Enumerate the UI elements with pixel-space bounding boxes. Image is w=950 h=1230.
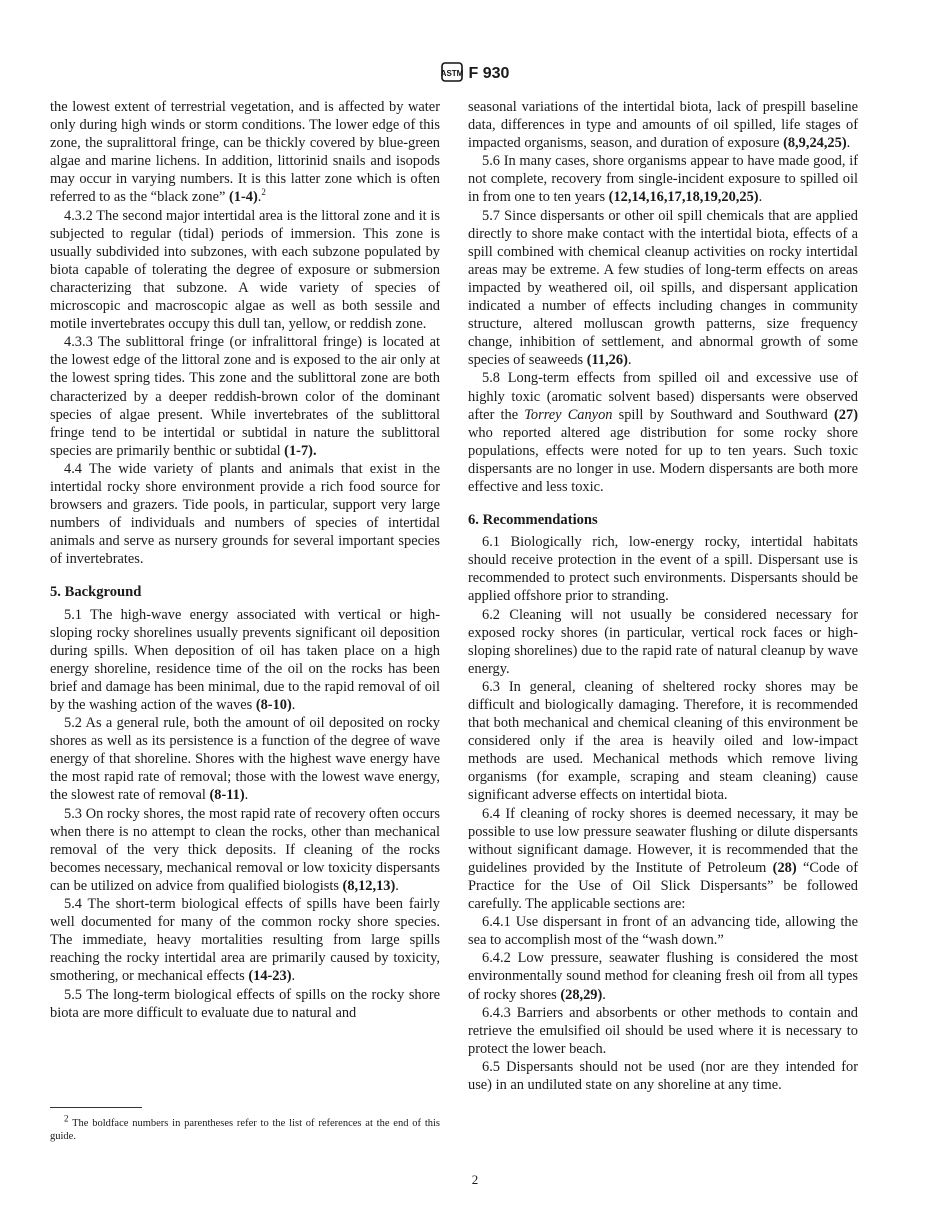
- reference-citation: (11,26): [586, 352, 628, 369]
- text-run: 6.5 Dispersants should not be used (nor are they intended for use) in an undiluted state on any shoreline at any time.: [468, 1058, 858, 1093]
- reference-citation: (8,9,24,25): [783, 135, 847, 152]
- reference-citation: (8-11): [209, 787, 245, 804]
- reference-citation: (27): [834, 406, 858, 423]
- text-run: 6.4.2 Low pressure, seawater flushing is considered the most environmentally sound method for cleaning fresh oil from all types of rocky shores: [468, 950, 858, 1003]
- reference-citation: (1-7).: [284, 442, 317, 459]
- paragraph: [50, 986, 440, 1022]
- page-header: [0, 62, 950, 83]
- paragraph: [468, 98, 858, 152]
- paragraph: [468, 805, 858, 914]
- paragraph: [50, 98, 440, 207]
- italic-text: Torrey Canyon: [524, 406, 613, 423]
- text-run: .: [244, 787, 249, 804]
- text-run: .: [602, 986, 606, 1003]
- paragraph: [468, 1058, 858, 1094]
- reference-citation: (14-23): [248, 968, 292, 985]
- text-run: spill by Southward and Southward: [612, 406, 835, 423]
- text-run: 5.7 Since dispersants or other oil spill chemicals that are applied directly to shore make contact with the intertidal biota, effects of a spill combined with chemical cleanup activities on rocky intertidal areas may be extreme. A few studies of long-term effects on areas impacted by weathered oil, oil spills, and dispersant application indicated a number of effects including changes in community structure, altered molluscan growth patterns, size frequency change, inhibition of settlement, and abnormal growth of some species of seaweeds: [468, 207, 858, 369]
- text-run: 5.8 Long-term effects from spilled oil and excessive use of highly toxic (aromatic solvent based) dispersants were observed after the: [468, 370, 858, 423]
- paragraph: [50, 460, 440, 569]
- text-run: 5.4 The short-term biological effects of spills have been fairly well documented for many of the common rocky shore species. The immediate, heavy mortalities resulting from large spills reaching the rocky intertidal area are primarily caused by toxicity, smothering, or mechanical effects: [50, 896, 440, 985]
- reference-citation: (8-10): [255, 697, 292, 713]
- text-run: 5.5 The long-term biological effects of spills on the rocky shore biota are more difficult to evaluate due to natural and: [50, 986, 440, 1021]
- reference-citation: (28,29): [560, 986, 603, 1003]
- text-run: .: [846, 135, 851, 152]
- paragraph: [468, 606, 858, 678]
- reference-citation: (1-4): [228, 189, 258, 206]
- text-run: 5.3 On rocky shores, the most rapid rate of recovery often occurs when there is no attempt to clean the rocks, other than mechanical removal of the very thick deposits. If cleaning of the rocks becomes necessary, mechanical removal or low toxicity dispersants can be utilized on advice from qualified biologists: [50, 805, 440, 894]
- paragraph: [468, 207, 858, 370]
- text-run: .: [291, 697, 296, 713]
- footnote-reference: 2: [261, 187, 266, 198]
- paragraph: [50, 333, 440, 460]
- paragraph: [468, 913, 858, 949]
- text-run: 6.2 Cleaning will not usually be considered necessary for exposed rocky shores (in particular, vertical rock faces or high-sloping shorelines) due to the rapid rate of natural cleanup by wave energy.: [468, 606, 858, 677]
- text-run: “Code of Practice for the Use of Oil Slick Dispersants” be followed carefully. The applicable sections are:: [468, 859, 859, 913]
- footnote-text: The boldface numbers in parentheses refer to the list of references at the end of this guide.: [50, 1118, 440, 1142]
- text-run: 5.1 The high-wave energy associated with vertical or high-sloping rocky shorelines usually prevents significant oil deposition during spills. When deposition of oil has taken place on a high energy shoreline, residence time of the oil on the rocks has been brief and damage has been minimal, due to the rapid removal of oil by the washing action of the waves: [50, 606, 440, 713]
- text-run: 4.3.2 The second major intertidal area is the littoral zone and it is subjected to regular (tidal) periods of immersion. This zone is usually subdivided into subzones, with each subzone populated by biota capable of tolerating the degree of exposure or submersion characterizing that subzone. A wide variety of species of microscopic and macroscopic algae as well as both sessile and motile invertebrates occupy this dull tan, yellow, or reddish zone.: [50, 207, 440, 333]
- paragraph: [468, 1004, 858, 1058]
- footnote-mark: 2: [64, 1113, 69, 1124]
- page-number: 2: [471, 1172, 479, 1187]
- text-run: 6.4.3 Barriers and absorbents or other methods to contain and retrieve the emulsified oil should be used where it is necessary to protect the lower beach.: [468, 1004, 858, 1057]
- paragraph: [50, 207, 440, 334]
- footnote-divider: [50, 1107, 142, 1108]
- section-heading: 5. Background: [50, 584, 142, 601]
- standard-designation: F 930: [468, 65, 510, 82]
- reference-citation: (8,12,13): [342, 877, 396, 894]
- paragraph: [50, 714, 440, 804]
- left-column: [50, 98, 440, 1022]
- text-run: 6.1 Biologically rich, low-energy rocky, intertidal habitats should receive protection in the event of a spill. Dispersant use is recommended to protect such environments. Dispersants should be applied offshore prior to stranding.: [468, 534, 858, 605]
- text-run: seasonal variations of the intertidal biota, lack of prespill baseline data, differences in type and amounts of oil spilled, life stages of impacted organisms, season, and duration of exposure: [468, 99, 858, 152]
- text-run: .: [257, 189, 262, 206]
- text-run: .: [758, 189, 763, 206]
- paragraph: [50, 895, 440, 985]
- text-run: 4.3.3 The sublittoral fringe (or infralittoral fringe) is located at the lowest edge of the littoral zone and is exposed to the air only at the lowest spring tides. This zone and the sublittoral zone are both characterized by a deeper reddish-brown color of the dominant species of algae present. While invertebrates of the sublittoral fringe tend to be intertidal or subtidal in nature the sublittoral species are primarily benthic or subtidal: [50, 334, 440, 459]
- paragraph: [468, 152, 858, 206]
- reference-citation: (28): [772, 859, 797, 876]
- paragraph: [468, 369, 858, 496]
- paragraph: [468, 533, 858, 605]
- text-run: 6.4 If cleaning of rocky shores is deemed necessary, it may be possible to use low pressure seawater flushing or dilute dispersants without significant damage. However, it is recommended that the guidelines provided by the Institute of Petroleum: [468, 805, 858, 876]
- text-run: 6.3 In general, cleaning of sheltered rocky shores may be difficult and biologically damaging. Therefore, it is recommended that both mechanical and chemical cleaning of this environment be considered only if the area is heavily oiled and low-impact methods are used. Mechanical methods which remove living organisms (for example, scraping and steam cleaning) cause significant adverse effects on intertidal biota.: [468, 678, 858, 804]
- text-run: 5.2 As a general rule, both the amount of oil deposited on rocky shores as well as its persistence is a function of the degree of wave energy of that shoreline. Shores with the highest wave energy have the most rapid rate of removal; those with the lowest wave energy, the slowest rate of removal: [50, 715, 440, 804]
- text-run: the lowest extent of terrestrial vegetation, and is affected by water only during high winds or storm conditions. The lower edge of this zone, the supralittoral fringe, can be thickly covered by blue-green algae and marine lichens. In addition, littorinid snails and isopods may occur in varying numbers. It is this latter zone which is often referred to as the “black zone”: [50, 99, 440, 206]
- text-run: who reported altered age distribution for some rocky shore populations, effects were noted for up to ten years. Such toxic dispersants are no longer in use. Modern dispersants are both more effective and less toxic.: [468, 424, 858, 495]
- paragraph: [468, 678, 858, 805]
- astm-logo-icon: [441, 62, 463, 82]
- text-run: .: [291, 968, 296, 985]
- paragraph: [50, 805, 440, 895]
- text-run: 6.4.1 Use dispersant in front of an advancing tide, allowing the sea to accomplish most of the “wash down.”: [468, 914, 858, 949]
- text-run: 4.4 The wide variety of plants and animals that exist in the intertidal rocky shore environment provide a rich food source for browsers and grazers. Tide pools, in particular, support very large numbers of individuals and numbers of species of intertidal animals and serve as nursery grounds for several important species of invertebrates.: [50, 460, 440, 568]
- reference-citation: (12,14,16,17,18,19,20,25): [608, 189, 759, 206]
- text-run: 5.6 In many cases, shore organisms appear to have made good, if not complete, recovery from single-incident exposure to spilled oil in from one to ten years: [468, 153, 858, 206]
- paragraph: [50, 606, 440, 715]
- section-heading: 6. Recommendations: [468, 512, 598, 529]
- paragraph: [468, 949, 858, 1003]
- svg-text:ASTM: ASTM: [440, 69, 463, 78]
- text-run: .: [395, 877, 399, 894]
- right-column: [468, 98, 858, 1094]
- footnote: [50, 1113, 440, 1143]
- text-run: .: [627, 352, 632, 369]
